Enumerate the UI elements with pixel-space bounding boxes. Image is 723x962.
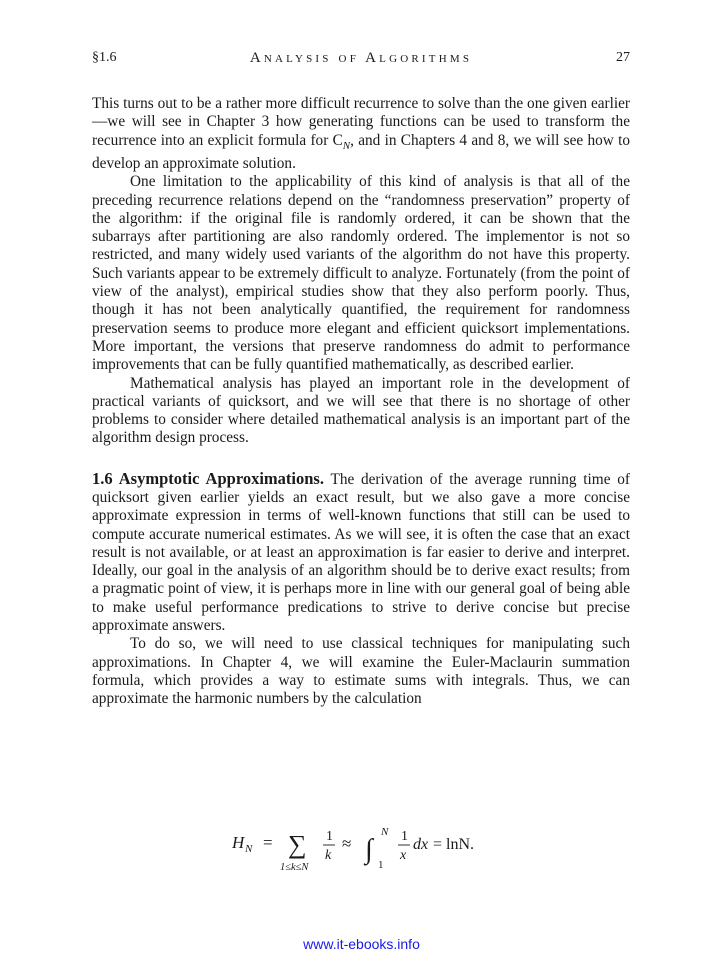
paragraph-4-text: The derivation of the average running time of quicksort given earlier yields an exact result, but we also gave a more concise approximate expression in terms of well-known functions that still can be used to compute accurate numerical estimates. As we will see, it is often the case that an exact result is not available, or at least an approximation is far easier to derive and interpret. Ideally, our goal in the analysis of an algorithm should be to derive exact results; from a pragmatic point of view, it is perhaps more in line with our general goal of being able to make useful performance predications to strive to derive concise but precise approximate answers.	[92, 470, 630, 635]
eq-sum-range: 1≤k≤N	[280, 862, 309, 873]
harmonic-equation	[0, 820, 723, 876]
eq-lhs: H	[232, 833, 245, 852]
paragraph-1-end: , and in Chapters 4 and 8, we will see how to develop an approximate solution.	[92, 131, 630, 172]
paragraph-1	[92, 95, 630, 173]
eq-frac2-den: x	[400, 848, 407, 863]
eq-equals: =	[263, 833, 273, 852]
paragraph-1-text: This turns out to be a rather more difficult recurrence to solve than the one given earlier—we will see in Chapter 3 how generating functions can be used to transform the recurrence into an explicit formula for C	[92, 95, 630, 149]
header-section-number: §1.6	[92, 50, 117, 65]
page-footer	[0, 936, 723, 952]
eq-dx: dx	[413, 836, 429, 853]
paragraph-4	[92, 470, 630, 636]
section-heading: 1.6 Asymptotic Approximations.	[92, 468, 324, 488]
eq-frac1-den: k	[325, 848, 332, 863]
header-page-number: 27	[616, 50, 630, 65]
eq-frac1-num: 1	[326, 829, 333, 844]
paragraph-1-subscript: N	[342, 139, 351, 152]
paragraph-2: One limitation to the applicability of this kind of analysis is that all of the preceding recurrence relations depend on the “randomness preservation” property of the algorithm: if the original file is randomly ordered, it can be shown that the subarrays after partitioning are also randomly ordered. The implementor is not so restricted, and many widely used variants of the algorithm do not have this property. Such variants appear to be extremely difficult to analyze. Fortunately (from the point of view of the analyst), empirical studies show that they also perform poorly. Thus, though it has not been analytically quantified, the requirement for randomness preservation seems to produce more elegant and efficient quicksort implementations. More important, the versions that preserve randomness do admit to performance improvements that can be fully quantified mathematically, as described earlier.	[92, 173, 630, 374]
body-text	[92, 95, 630, 709]
eq-sum-symbol: ∑	[288, 830, 307, 859]
eq-rhs: = lnN.	[433, 836, 475, 853]
header-chapter-title: Analysis of Algorithms	[249, 50, 473, 66]
eq-integral: ∫	[365, 834, 373, 865]
eq-approx: ≈	[342, 834, 352, 853]
paragraph-3: Mathematical analysis has played an important role in the development of practical variants of quicksort, and we will see that there is no shortage of other problems to consider where detailed mathematical analysis is an important part of the algorithm design process.	[92, 374, 630, 447]
running-header	[92, 50, 630, 72]
eq-int-lower: 1	[378, 859, 384, 871]
eq-int-upper: N	[381, 826, 389, 838]
eq-frac2-num: 1	[401, 829, 408, 844]
equation-svg	[232, 826, 502, 876]
paragraph-5: To do so, we will need to use classical techniques for manipulating such approximations. In Chapter 4, we will examine the Euler-Maclaurin summation formula, which provides a way to estimate sums with integrals. Thus, we can approximate the harmonic numbers by the calculation	[92, 635, 630, 708]
footer-link[interactable]: www.it-ebooks.info	[303, 936, 420, 952]
section-gap	[92, 448, 630, 470]
eq-lhs-sub: N	[245, 843, 253, 855]
